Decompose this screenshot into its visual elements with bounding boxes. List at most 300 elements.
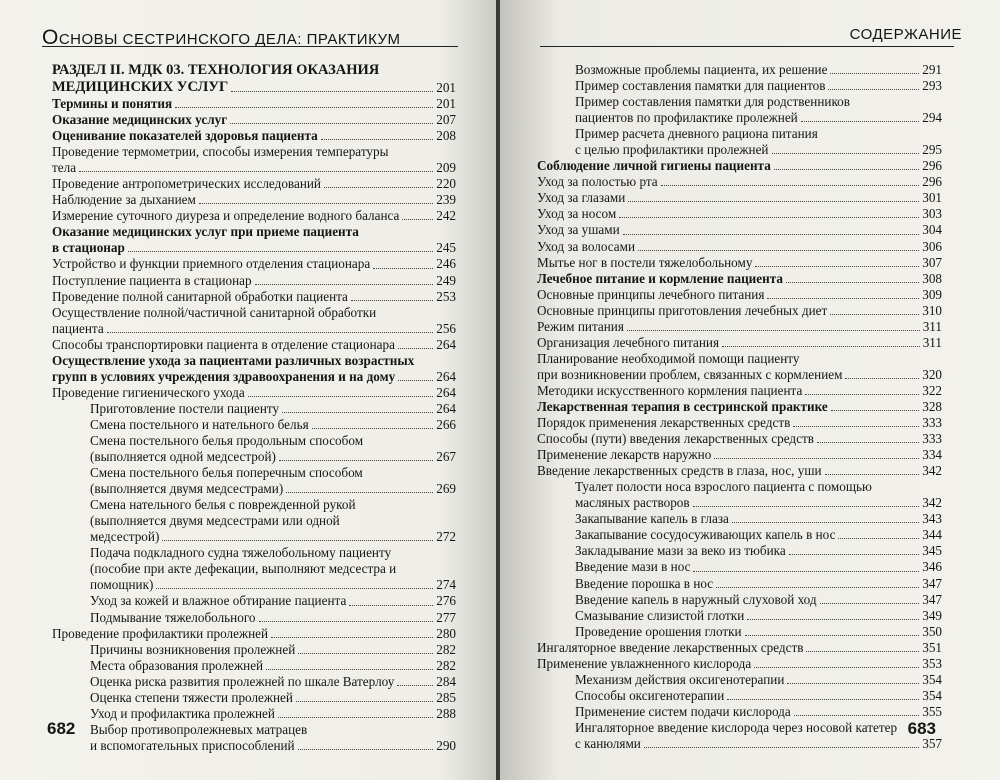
toc-entry-title: Проведение термометрии, способы измерения температуры bbox=[52, 144, 389, 160]
toc-entry-title: Подача подкладного судна тяжелобольному пациенту bbox=[90, 545, 392, 561]
toc-entry-title: МЕДИЦИНСКИХ УСЛУГ bbox=[52, 79, 229, 95]
toc-page-number: 347 bbox=[922, 575, 942, 591]
toc-entry-title: Оценивание показателей здоровья пациента bbox=[52, 128, 318, 144]
toc-entry bbox=[537, 640, 942, 656]
toc-entry-title: Выбор противопролежневых матрацев bbox=[90, 721, 308, 737]
toc-entry-title: Осуществление ухода за пациентами различных возрастных bbox=[52, 352, 415, 368]
dot-leader bbox=[638, 250, 919, 251]
dot-leader bbox=[298, 653, 433, 654]
dot-leader bbox=[789, 554, 920, 555]
toc-page-number: 333 bbox=[922, 415, 942, 431]
toc-page-number: 357 bbox=[922, 735, 942, 751]
toc-entry-title: тела bbox=[52, 160, 77, 176]
dot-leader bbox=[271, 637, 433, 638]
toc-entry-title: Уход за полостью рта bbox=[537, 174, 658, 190]
toc-entry-title: Мытье ног в постели тяжелобольному bbox=[537, 254, 753, 270]
toc-page-number: 293 bbox=[922, 78, 942, 94]
toc-page-number: 239 bbox=[436, 192, 456, 208]
toc-page-number: 264 bbox=[436, 368, 456, 384]
toc-entry-title: Механизм действия оксигенотерапии bbox=[575, 671, 785, 687]
toc-entry-title: пациента bbox=[52, 320, 104, 336]
dot-leader bbox=[324, 187, 433, 188]
toc-page-number: 274 bbox=[436, 577, 456, 593]
toc-entry bbox=[52, 626, 456, 642]
toc-entry bbox=[537, 608, 942, 624]
toc-page-number: 282 bbox=[436, 641, 456, 657]
toc-entry-title: Ингаляторное введение лекарственных средств bbox=[537, 639, 804, 655]
dot-leader bbox=[402, 219, 433, 220]
toc-entry bbox=[537, 287, 942, 303]
toc-page-number: 307 bbox=[922, 254, 942, 270]
dot-leader bbox=[693, 571, 919, 572]
toc-page-number: 201 bbox=[436, 96, 456, 111]
toc-page-number: 249 bbox=[436, 272, 456, 288]
toc-entry-title: Измерение суточного диуреза и определение водного баланса bbox=[52, 208, 400, 224]
dot-leader bbox=[801, 121, 919, 122]
toc-page-number: 353 bbox=[922, 655, 942, 671]
toc-page-number: 267 bbox=[436, 449, 456, 465]
toc-entry bbox=[537, 335, 942, 351]
toc-entry bbox=[52, 176, 456, 192]
toc-page-number: 277 bbox=[436, 609, 456, 625]
toc-page-number: 322 bbox=[922, 382, 942, 398]
toc-entry-title: Введение капель в наружный слуховой ход bbox=[575, 591, 817, 607]
dot-leader bbox=[716, 587, 919, 588]
dot-leader bbox=[745, 635, 920, 636]
toc-entry bbox=[537, 255, 942, 271]
toc-page-number: 354 bbox=[922, 687, 942, 703]
toc-entry-title: Способы транспортировки пациента в отделение стационара bbox=[52, 336, 395, 352]
dot-leader bbox=[838, 538, 919, 539]
toc-page-number: 347 bbox=[922, 591, 942, 607]
toc-entry bbox=[52, 79, 456, 96]
section-heading: РАЗДЕЛ II. МДК 03. ТЕХНОЛОГИЯ ОКАЗАНИЯ bbox=[52, 62, 380, 78]
toc-entry bbox=[52, 433, 456, 465]
toc-entry bbox=[537, 688, 942, 704]
toc-entry bbox=[537, 543, 942, 559]
toc-entry-title: Поступление пациента в стационар bbox=[52, 272, 252, 288]
toc-page-number: 345 bbox=[922, 543, 942, 559]
toc-page-number: 328 bbox=[922, 398, 942, 414]
right-page bbox=[500, 0, 1000, 780]
toc-page-number: 209 bbox=[436, 160, 456, 176]
toc-entry-title: Уход и профилактика пролежней bbox=[90, 705, 275, 721]
toc-entry-title: Закладывание мази за веко из тюбика bbox=[575, 543, 786, 559]
dot-leader bbox=[619, 217, 919, 218]
toc-entry bbox=[537, 126, 942, 158]
toc-entry bbox=[537, 190, 942, 206]
toc-entry-title: (выполняется одной медсестрой) bbox=[90, 449, 276, 465]
toc-entry-title: Планирование необходимой помощи пациенту bbox=[537, 350, 800, 366]
running-head-right: СОДЕРЖАНИЕ bbox=[849, 26, 962, 43]
toc-entry-title: Туалет полости носа взрослого пациента с помощью bbox=[575, 479, 872, 495]
toc-entry bbox=[537, 383, 942, 399]
toc-entry bbox=[537, 463, 942, 479]
dot-leader bbox=[774, 169, 919, 170]
toc-entry bbox=[52, 112, 456, 128]
toc-entry-title: Порядок применения лекарственных средств bbox=[537, 415, 791, 431]
dot-leader bbox=[259, 621, 434, 622]
toc-entry-title: Оценка риска развития пролежней по шкале Ватерлоу bbox=[90, 673, 395, 689]
toc-page-number: 266 bbox=[436, 416, 456, 432]
toc-entry-title: Введение лекарственных средств в глаза, нос, уши bbox=[537, 463, 822, 479]
dot-leader bbox=[845, 378, 919, 379]
toc-entry bbox=[52, 224, 456, 256]
toc-page-number: 245 bbox=[436, 240, 456, 256]
toc-entry-title: (пособие при акте дефекации, выполняют медсестра и bbox=[90, 561, 397, 577]
dot-leader bbox=[825, 474, 920, 475]
toc-page-number: 342 bbox=[922, 463, 942, 479]
toc-entry bbox=[537, 206, 942, 222]
toc-entry-title: Оценка степени тяжести пролежней bbox=[90, 689, 293, 705]
toc-page-number: 311 bbox=[922, 334, 942, 350]
dot-leader bbox=[755, 266, 919, 267]
toc-entry-title: Приготовление постели пациенту bbox=[90, 400, 280, 416]
toc-entry-title: Подмывание тяжелобольного bbox=[90, 609, 256, 625]
dot-leader bbox=[312, 428, 434, 429]
toc-entry-title: с целью профилактики пролежней bbox=[575, 142, 769, 158]
dot-leader bbox=[298, 749, 434, 750]
toc-entry bbox=[52, 337, 456, 353]
toc-entry-title: Методики искусственного кормления пациента bbox=[537, 382, 803, 398]
toc-entry-title: Проведение полной санитарной обработки пациента bbox=[52, 288, 348, 304]
dot-leader bbox=[786, 282, 919, 283]
toc-entry bbox=[537, 511, 942, 527]
dot-leader bbox=[128, 251, 433, 252]
dot-leader bbox=[820, 603, 920, 604]
toc-page-number: 280 bbox=[436, 625, 456, 641]
toc-entry bbox=[52, 674, 456, 690]
toc-page-number: 310 bbox=[922, 302, 942, 318]
toc-entry-title: Смена постельного белья продольным способом bbox=[90, 432, 364, 448]
toc-entry-title: масляных растворов bbox=[575, 495, 690, 511]
toc-entry-title: групп в условиях учреждения здравоохранения и на дому bbox=[52, 368, 396, 384]
toc-entry-title: помощник) bbox=[90, 577, 154, 593]
dot-leader bbox=[156, 588, 433, 589]
dot-leader bbox=[772, 153, 920, 154]
toc-page-number: 272 bbox=[436, 529, 456, 545]
dot-leader bbox=[747, 619, 919, 620]
dot-leader bbox=[817, 442, 919, 443]
toc-entry bbox=[537, 704, 942, 720]
dot-leader bbox=[828, 89, 919, 90]
toc-entry bbox=[52, 642, 456, 658]
toc-entry-title: Уход за волосами bbox=[537, 238, 636, 254]
toc-page-number: 264 bbox=[436, 336, 456, 352]
dot-leader bbox=[661, 185, 920, 186]
toc-entry bbox=[52, 658, 456, 674]
toc-page-number: 342 bbox=[922, 495, 942, 511]
toc-entry bbox=[52, 256, 456, 272]
toc-page-number: 320 bbox=[922, 366, 942, 382]
dot-leader bbox=[623, 234, 920, 235]
dot-leader bbox=[787, 683, 919, 684]
toc-entry-title: медсестрой) bbox=[90, 529, 160, 545]
toc-entry-title: Введение мази в нос bbox=[575, 559, 691, 575]
toc-entry-title: Смазывание слизистой глотки bbox=[575, 607, 745, 623]
toc-entry bbox=[52, 593, 456, 609]
toc-entry-title: в стационар bbox=[52, 240, 125, 256]
toc-entry bbox=[52, 706, 456, 722]
dot-leader bbox=[230, 123, 433, 124]
toc-entry-title: Места образования пролежней bbox=[90, 657, 264, 673]
dot-leader bbox=[727, 699, 919, 700]
toc-entry bbox=[537, 239, 942, 255]
toc-entry-title: Проведение гигиенического ухода bbox=[52, 384, 245, 400]
dot-leader bbox=[279, 460, 433, 461]
dot-leader bbox=[794, 715, 919, 716]
toc-entry-title: Соблюдение личной гигиены пациента bbox=[537, 158, 771, 174]
toc-entry-title: Лечебное питание и кормление пациента bbox=[537, 270, 783, 286]
toc-entry bbox=[537, 399, 942, 415]
dot-leader bbox=[162, 540, 433, 541]
toc-page-number: 291 bbox=[922, 62, 942, 77]
toc-page-number: 253 bbox=[436, 288, 456, 304]
toc-entry-title: Возможные проблемы пациента, их решение bbox=[575, 62, 828, 77]
toc-entry bbox=[52, 208, 456, 224]
dot-leader bbox=[373, 268, 433, 269]
toc-entry-title: Применение увлажненного кислорода bbox=[537, 655, 752, 671]
toc-page-number: 343 bbox=[922, 511, 942, 527]
toc-entry-title: (выполняется двумя медсестрами) bbox=[90, 481, 284, 497]
toc-page-number: 308 bbox=[922, 270, 942, 286]
dot-leader bbox=[754, 667, 919, 668]
toc-entry bbox=[52, 96, 456, 112]
toc-page-number: 303 bbox=[922, 206, 942, 222]
toc-page-number: 333 bbox=[922, 431, 942, 447]
toc-entry-title: Осуществление полной/частичной санитарной обработки bbox=[52, 304, 377, 320]
toc-entry-title: Организация лечебного питания bbox=[537, 334, 720, 350]
toc-entry bbox=[52, 273, 456, 289]
page-number-right: 683 bbox=[907, 719, 936, 738]
dot-leader bbox=[107, 332, 434, 333]
toc-entry-title: Закапывание капель в глаза bbox=[575, 511, 729, 527]
toc-entry bbox=[52, 722, 456, 754]
dot-leader bbox=[398, 348, 433, 349]
toc-entry-title: Смена постельного белья поперечным способом bbox=[90, 465, 363, 481]
dot-leader bbox=[693, 506, 920, 507]
dot-leader bbox=[714, 458, 919, 459]
toc-entry-title: Смена постельного и нательного белья bbox=[90, 416, 309, 432]
toc-entry bbox=[537, 94, 942, 126]
toc-page-number: 350 bbox=[922, 623, 942, 639]
toc-page-number: 288 bbox=[436, 705, 456, 721]
toc-entry-title: Режим питания bbox=[537, 318, 624, 334]
toc-page-number: 346 bbox=[922, 559, 942, 575]
header-rule bbox=[540, 46, 954, 47]
toc-entry-title: Пример составления памятки для родственников bbox=[575, 94, 850, 110]
dot-leader bbox=[175, 107, 433, 108]
toc-entry-title: Применение систем подачи кислорода bbox=[575, 703, 791, 719]
toc-page-number: 304 bbox=[922, 222, 942, 238]
dot-leader bbox=[248, 396, 434, 397]
page-number-left: 682 bbox=[47, 719, 76, 738]
toc-entry bbox=[52, 192, 456, 208]
toc-entry bbox=[537, 271, 942, 287]
toc-entry-title: Наблюдение за дыханием bbox=[52, 192, 196, 208]
dot-leader bbox=[627, 330, 920, 331]
header-rule bbox=[42, 46, 458, 47]
toc-entry-title: Пример расчета дневного рациона питания bbox=[575, 126, 818, 142]
running-head-text: СНОВЫ СЕСТРИНСКОГО ДЕЛА: ПРАКТИКУМ bbox=[58, 31, 401, 48]
toc-entry-title: Пример составления памятки для пациентов bbox=[575, 78, 826, 94]
toc-entry bbox=[537, 720, 942, 752]
toc-entry bbox=[537, 447, 942, 463]
toc-entry bbox=[52, 305, 456, 337]
toc-entry bbox=[537, 431, 942, 447]
toc-page-number: 256 bbox=[436, 320, 456, 336]
toc-page-number: 276 bbox=[436, 593, 456, 609]
toc-page-number: 301 bbox=[922, 190, 942, 206]
toc-entry-title: (выполняется двумя медсестрами или одной bbox=[90, 513, 340, 529]
toc-entry bbox=[52, 545, 456, 593]
toc-page-number: 351 bbox=[922, 639, 942, 655]
toc-page-number: 284 bbox=[436, 673, 456, 689]
dot-leader bbox=[398, 380, 433, 381]
toc-page-number: 207 bbox=[436, 112, 456, 128]
toc-right bbox=[537, 62, 942, 752]
toc-page-number: 295 bbox=[922, 142, 942, 158]
toc-entry bbox=[537, 656, 942, 672]
toc-page-number: 220 bbox=[436, 176, 456, 192]
toc-entry bbox=[52, 401, 456, 417]
toc-entry bbox=[537, 303, 942, 319]
dot-leader bbox=[831, 410, 920, 411]
toc-page-number: 309 bbox=[922, 286, 942, 302]
toc-entry bbox=[537, 158, 942, 174]
dot-leader bbox=[278, 717, 433, 718]
toc-page-number: 344 bbox=[922, 527, 942, 543]
toc-entry bbox=[537, 78, 942, 94]
dot-leader bbox=[806, 651, 919, 652]
toc-entry-title: Способы оксигенотерапии bbox=[575, 687, 725, 703]
toc-page-number: 264 bbox=[436, 384, 456, 400]
toc-entry-title: Проведение антропометрических исследований bbox=[52, 176, 321, 192]
toc-entry bbox=[537, 351, 942, 383]
toc-entry bbox=[52, 128, 456, 144]
toc-entry-title: Термины и понятия bbox=[52, 96, 173, 111]
toc-page-number: 290 bbox=[436, 737, 456, 753]
toc-entry bbox=[537, 479, 942, 511]
toc-entry bbox=[537, 624, 942, 640]
running-head-initial: О bbox=[42, 26, 59, 49]
toc-entry-title: при возникновении проблем, связанных с кормлением bbox=[537, 366, 843, 382]
dot-leader bbox=[732, 522, 919, 523]
dot-leader bbox=[830, 314, 919, 315]
toc-page-number: 242 bbox=[436, 208, 456, 224]
dot-leader bbox=[282, 412, 433, 413]
toc-entry-title: Уход за глазами bbox=[537, 190, 626, 206]
toc-entry bbox=[537, 672, 942, 688]
dot-leader bbox=[351, 300, 433, 301]
toc-entry bbox=[537, 559, 942, 575]
toc-page-number: 294 bbox=[922, 110, 942, 126]
toc-page-number: 246 bbox=[436, 256, 456, 272]
toc-entry bbox=[52, 690, 456, 706]
toc-entry-title: Устройство и функции приемного отделения стационара bbox=[52, 256, 371, 272]
toc-page-number: 306 bbox=[922, 238, 942, 254]
toc-entry bbox=[52, 144, 456, 176]
dot-leader bbox=[722, 346, 920, 347]
dot-leader bbox=[767, 298, 919, 299]
toc-page-number: 264 bbox=[436, 400, 456, 416]
toc-page-number: 296 bbox=[922, 174, 942, 190]
toc-page-number: 296 bbox=[922, 158, 942, 174]
toc-entry bbox=[537, 592, 942, 608]
dot-leader bbox=[296, 701, 433, 702]
dot-leader bbox=[349, 605, 433, 606]
dot-leader bbox=[830, 73, 919, 74]
toc-entry bbox=[537, 415, 942, 431]
toc-entry bbox=[537, 319, 942, 335]
dot-leader bbox=[199, 203, 433, 204]
toc-entry-title: Проведение профилактики пролежней bbox=[52, 625, 269, 641]
toc-entry-title: Основные принципы лечебного питания bbox=[537, 286, 765, 302]
toc-page-number: 208 bbox=[436, 128, 456, 144]
dot-leader bbox=[793, 426, 919, 427]
dot-leader bbox=[397, 685, 433, 686]
toc-entry-title: Уход за ушами bbox=[537, 222, 620, 238]
dot-leader bbox=[255, 284, 434, 285]
toc-entry bbox=[52, 289, 456, 305]
toc-page-number: 282 bbox=[436, 657, 456, 673]
toc-left bbox=[52, 62, 456, 754]
toc-entry-title: Проведение орошения глотки bbox=[575, 623, 742, 639]
toc-entry bbox=[52, 610, 456, 626]
toc-entry-title: Лекарственная терапия в сестринской практике bbox=[537, 398, 828, 414]
dot-leader bbox=[266, 669, 433, 670]
toc-page-number: 334 bbox=[922, 447, 942, 463]
toc-entry bbox=[537, 576, 942, 592]
toc-entry-title: Закапывание сосудосуживающих капель в нос bbox=[575, 527, 836, 543]
toc-entry bbox=[52, 465, 456, 497]
toc-page-number: 201 bbox=[436, 79, 456, 95]
toc-entry bbox=[537, 62, 942, 78]
toc-entry-title: и вспомогательных приспособлений bbox=[90, 737, 295, 753]
toc-entry-title: Уход за кожей и влажное обтирание пациента bbox=[90, 593, 347, 609]
dot-leader bbox=[231, 91, 433, 92]
toc-entry-title: Способы (пути) введения лекарственных средств bbox=[537, 431, 814, 447]
toc-page-number: 355 bbox=[922, 703, 942, 719]
toc-entry-title: Оказание медицинских услуг bbox=[52, 112, 228, 128]
toc-page-number: 311 bbox=[922, 318, 942, 334]
toc-entry-title: Ингаляторное введение кислорода через носовой катетер bbox=[575, 719, 898, 735]
toc-page-number: 285 bbox=[436, 689, 456, 705]
toc-entry-title: Основные принципы приготовления лечебных диет bbox=[537, 302, 828, 318]
toc-page-number: 349 bbox=[922, 607, 942, 623]
toc-entry bbox=[537, 527, 942, 543]
toc-entry-title: пациентов по профилактике пролежней bbox=[575, 110, 798, 126]
toc-entry-title: Уход за носом bbox=[537, 206, 617, 222]
dot-leader bbox=[286, 492, 433, 493]
toc-entry-title: Причины возникновения пролежней bbox=[90, 641, 296, 657]
dot-leader bbox=[805, 394, 919, 395]
toc-entry-title: Введение порошка в нос bbox=[575, 575, 714, 591]
toc-page-number: 269 bbox=[436, 481, 456, 497]
dot-leader bbox=[644, 747, 919, 748]
toc-page-number: 354 bbox=[922, 671, 942, 687]
dot-leader bbox=[628, 201, 919, 202]
toc-entry-title: Оказание медицинских услуг при приеме пациента bbox=[52, 224, 359, 240]
toc-entry bbox=[537, 222, 942, 238]
dot-leader bbox=[321, 139, 434, 140]
toc-entry bbox=[52, 385, 456, 401]
toc-entry bbox=[537, 174, 942, 190]
toc-entry-title: Применение лекарств наружно bbox=[537, 447, 712, 463]
toc-entry-title: Смена нательного белья с поврежденной рукой bbox=[90, 497, 356, 513]
toc-entry-title: с канюлями bbox=[575, 735, 641, 751]
toc-entry bbox=[52, 353, 456, 385]
